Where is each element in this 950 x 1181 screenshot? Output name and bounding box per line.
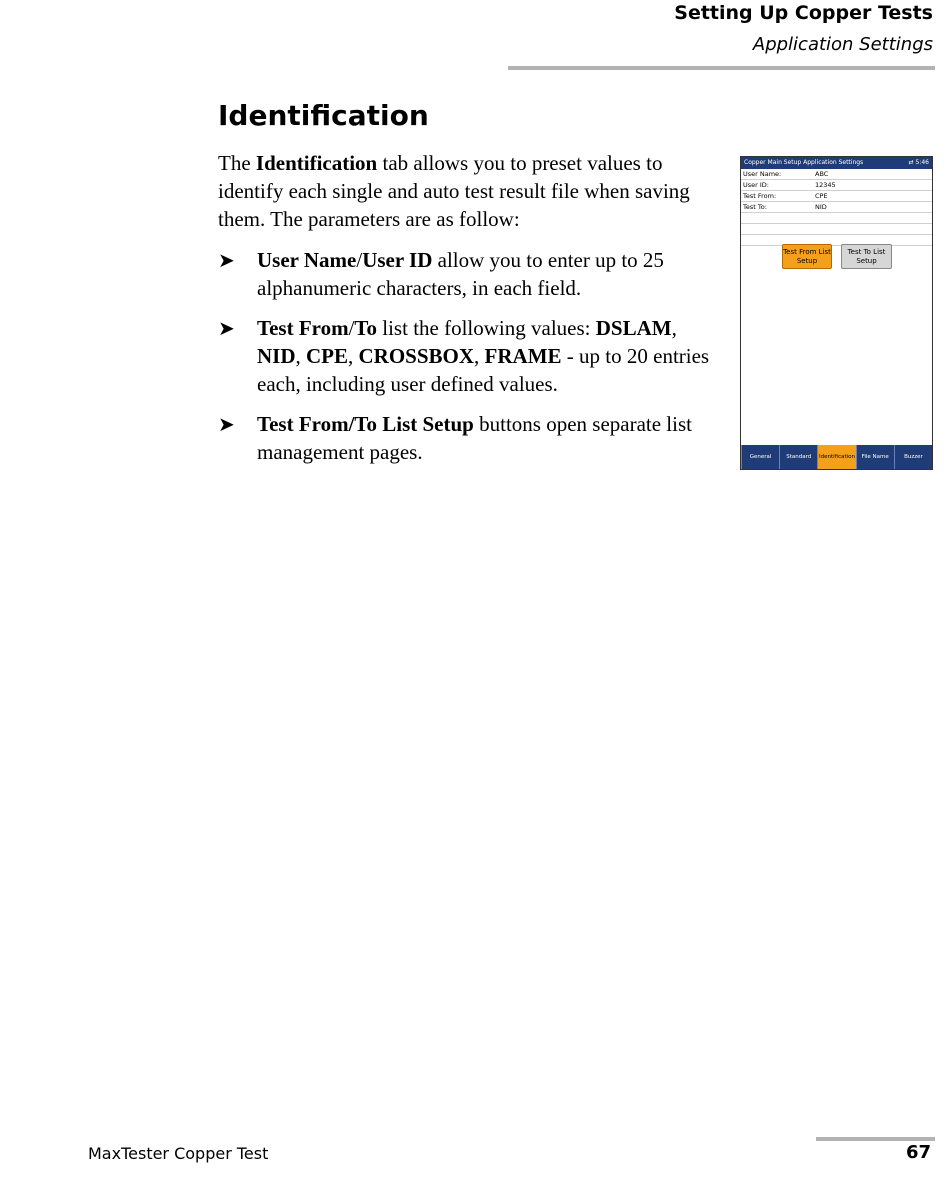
bullet-bold-text: User Name	[257, 248, 357, 272]
bullet-item	[218, 314, 723, 398]
device-field-label: Test To:	[743, 203, 767, 211]
device-field-value: NID	[815, 203, 827, 211]
section-heading: Identification	[218, 99, 429, 132]
bullet-text: ,	[671, 316, 677, 340]
device-field-value: CPE	[815, 192, 828, 200]
bullet-text: list the following values:	[377, 316, 596, 340]
bullet-bold-text: NID	[257, 344, 296, 368]
device-tab-identification[interactable]: Identification	[817, 445, 855, 469]
device-tab-general[interactable]: General	[741, 445, 779, 469]
page-number: 67	[905, 1142, 931, 1163]
bullet-bold-text: User ID	[362, 248, 433, 272]
bullet-text: /	[356, 248, 363, 272]
intro-paragraph	[218, 149, 728, 233]
bullet-text: buttons open separate list management pages.	[257, 412, 692, 464]
chapter-title: Setting Up Copper Tests	[674, 2, 933, 24]
bullet-bold-text: To	[354, 316, 378, 340]
device-field-row[interactable]	[741, 213, 932, 224]
bullet-text: ,	[295, 344, 307, 368]
intro-suffix: tab allows you to preset values to identify each single and auto test result file when saving them. The parameters are as follow:	[218, 151, 690, 231]
device-field-label: User Name:	[743, 170, 782, 178]
bullet-list	[218, 246, 723, 478]
bullet-item	[218, 246, 723, 302]
intro-bold: Identification	[255, 151, 378, 175]
device-field-value: 12345	[815, 181, 836, 189]
device-field-row[interactable]	[741, 202, 932, 213]
device-field-list	[741, 169, 932, 246]
device-field-label: User ID:	[743, 181, 769, 189]
header-rule	[508, 66, 935, 70]
bullet-bold-text: FRAME	[484, 344, 562, 368]
device-field-row[interactable]	[741, 191, 932, 202]
intro-prefix: The	[218, 151, 256, 175]
bullet-text: ,	[348, 344, 359, 368]
device-field-value: ABC	[815, 170, 829, 178]
footer-product: MaxTester Copper Test	[88, 1144, 269, 1163]
device-titlebar	[741, 157, 932, 169]
bullet-arrow-icon: ➤	[218, 316, 235, 340]
bullet-text: /	[348, 316, 355, 340]
device-title: Copper Main Setup Application Settings	[744, 159, 864, 166]
bullet-item	[218, 410, 723, 466]
section-title: Application Settings	[752, 34, 933, 55]
device-tab-buzzer[interactable]: Buzzer	[894, 445, 932, 469]
bullet-text: ,	[474, 344, 485, 368]
device-tab-standard[interactable]: Standard	[779, 445, 817, 469]
bullet-bold-text: DSLAM	[595, 316, 672, 340]
device-tab-file-name[interactable]: File Name	[856, 445, 894, 469]
device-screenshot	[740, 156, 933, 470]
device-field-row[interactable]	[741, 235, 932, 246]
device-field-row[interactable]	[741, 180, 932, 191]
bullet-bold-text: Test From/To List Setup	[257, 412, 474, 436]
bullet-bold-text: CROSSBOX	[358, 344, 475, 368]
device-field-label: Test From:	[743, 192, 777, 200]
bullet-bold-text: CPE	[306, 344, 349, 368]
bullet-text: allow you to enter up to 25 alphanumeric characters, in each field.	[257, 248, 664, 300]
bullet-arrow-icon: ➤	[218, 248, 235, 272]
device-field-row[interactable]	[741, 169, 932, 180]
device-tab-bar	[741, 445, 932, 469]
bullet-arrow-icon: ➤	[218, 412, 235, 436]
device-field-row[interactable]	[741, 224, 932, 235]
bullet-text: - up to 20 entries each, including user defined values.	[257, 344, 710, 396]
device-clock: ⇄ 5:46	[908, 159, 929, 166]
bullet-bold-text: Test From	[257, 316, 349, 340]
test-to-list-setup-button[interactable]: Test To List Setup	[841, 244, 892, 269]
footer-rule	[816, 1137, 935, 1141]
test-from-list-setup-button[interactable]: Test From List Setup	[782, 244, 832, 269]
